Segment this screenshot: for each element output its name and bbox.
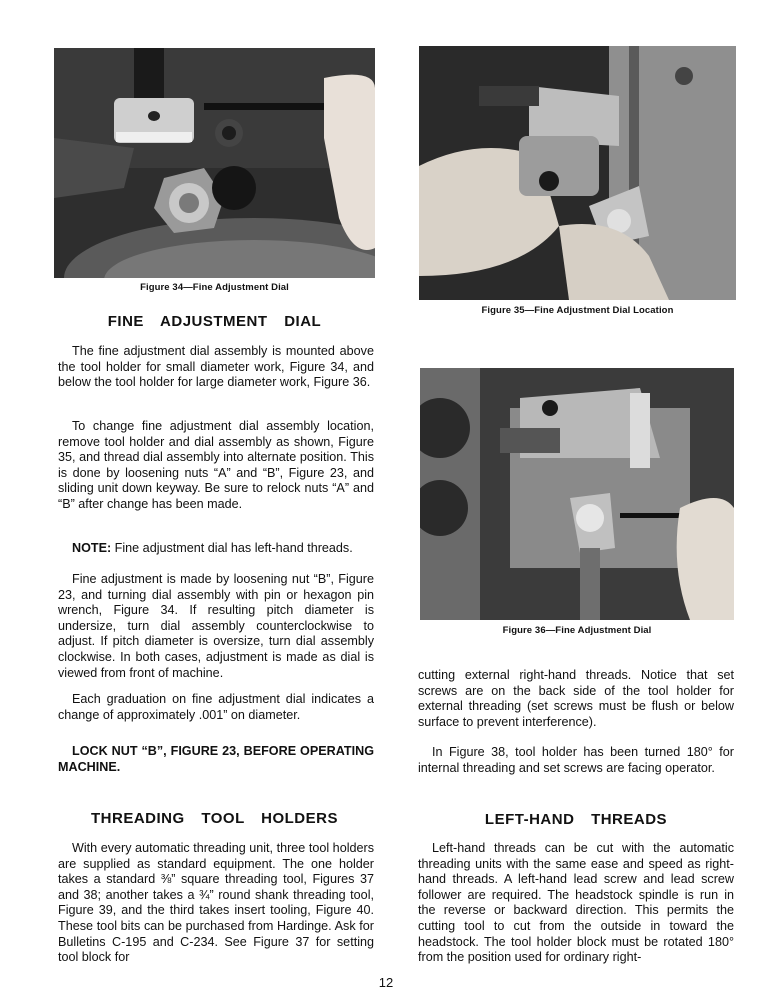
paragraph-1: The fine adjustment dial assembly is mounted above the tool holder for small diameter work, Figure 34, and below the tool holder for large diameter work, Figure 36. bbox=[58, 344, 374, 390]
paragraph-5: With every automatic threading unit, three tool holders are supplied as standard equipment. The one holder takes a standard ⅜” square threading tool, Figures 37 and 38; another takes a ¾” round shank threading tool, Figure 39, and the third takes insert tooling, Figure 40. These tool bits can be purchased from Hardinge. Ask for Bulletins C-195 and C-234. See Figure 37 for setting tool block for bbox=[58, 841, 374, 965]
paragraph-8: Left-hand threads can be cut with the automatic threading units with the same ease and speed as right-hand threads. A left-hand lead screw and lead screw follower are required. The headstock spindle is run in the reverse or backward direction. This permits the cutting tool to cut from the outside in toward the headstock. The tool holder block must be rotated 180° from the position used for ordinary right- bbox=[418, 841, 734, 965]
paragraph-7: In Figure 38, tool holder has been turned 180° for internal threading and set screws are facing operator. bbox=[418, 745, 734, 775]
note-text: Fine adjustment dial has left-hand threads. bbox=[111, 541, 353, 555]
heading-fine-adjustment-dial: FINE ADJUSTMENT DIAL bbox=[107, 313, 322, 330]
figure-36-caption: Figure 36—Fine Adjustment Dial bbox=[502, 625, 652, 636]
figure-35-caption: Figure 35—Fine Adjustment Dial Location bbox=[481, 305, 674, 316]
figure-36-photo bbox=[420, 368, 734, 620]
page-number: 12 bbox=[378, 975, 394, 990]
warning-lock-nut: LOCK NUT “B”, FIGURE 23, BEFORE OPERATING MACHINE. bbox=[58, 744, 374, 774]
paragraph-3: Fine adjustment is made by loosening nut “B”, Figure 23, and turning dial assembly with pin or hexagon pin wrench, Figure 34. If resulting pitch diameter is undersize, turn dial assembly counterclockwise to adjust. If pitch diameter is oversize, turn dial assembly clockwise. In both cases, adjustment is made as dial is viewed from front of machine. bbox=[58, 572, 374, 680]
heading-threading-tool-holders: THREADING TOOL HOLDERS bbox=[91, 810, 338, 827]
paragraph-4: Each graduation on fine adjustment dial indicates a change of approximately .001” on diameter. bbox=[58, 692, 374, 722]
figure-34-photo bbox=[54, 48, 375, 278]
figure-34-caption: Figure 34—Fine Adjustment Dial bbox=[140, 282, 289, 293]
heading-left-hand-threads: LEFT-HAND THREADS bbox=[484, 811, 668, 828]
paragraph-2: To change fine adjustment dial assembly location, remove tool holder and dial assembly as shown, Figure 35, and thread dial assembly into alternate position. This is done by loosening nuts “A” and “B”, Figure 23, and sliding unit down keyway. Be sure to relock nuts “A” and “B” after change has been made. bbox=[58, 419, 374, 511]
figure-35-photo bbox=[419, 46, 736, 300]
note bbox=[58, 541, 374, 557]
note-label: NOTE: bbox=[72, 541, 112, 555]
paragraph-6: cutting external right-hand threads. Notice that set screws are on the back side of the tool holder for external threading (set screws must be flush or below surface to prevent interference). bbox=[418, 668, 734, 729]
